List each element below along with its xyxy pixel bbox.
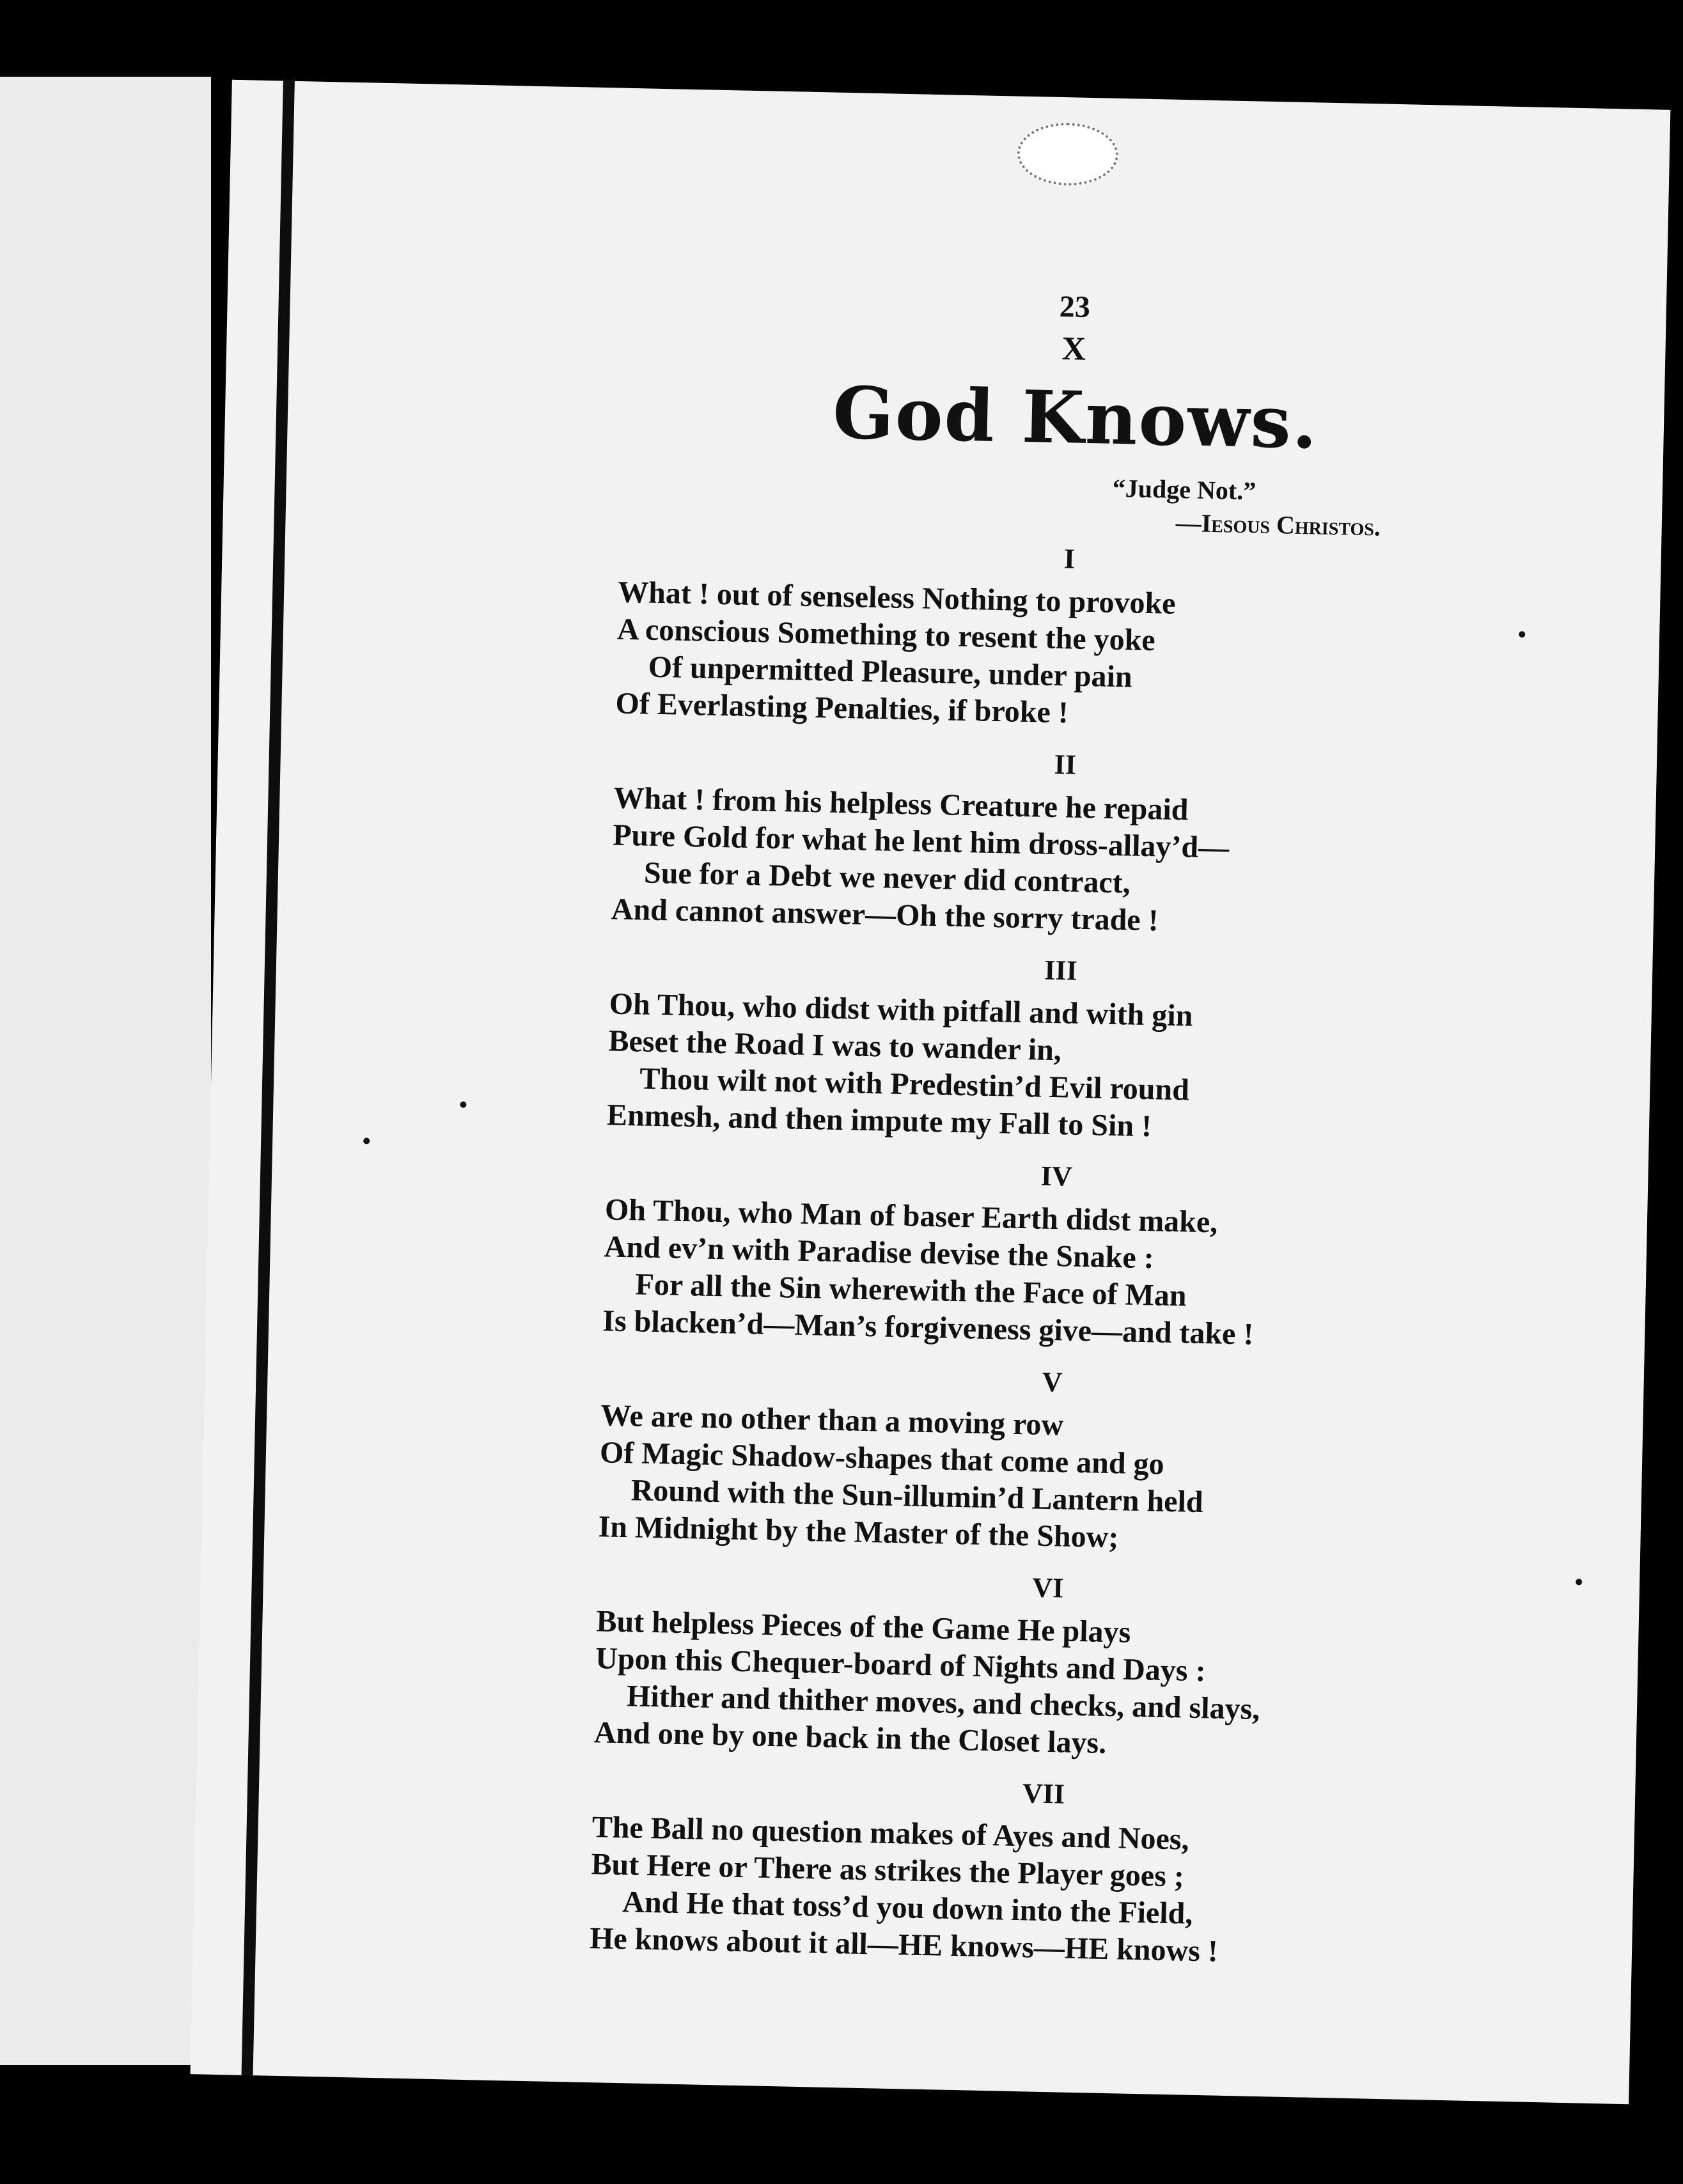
stanza <box>593 1562 1556 1771</box>
poem-line: What ! out of senseless Nothing to provoke <box>617 575 1177 621</box>
poem-line: What ! from his helpless Creature he repaid <box>613 781 1189 827</box>
poem-text-block <box>589 280 1583 1994</box>
stanza-numeral: II <box>1054 748 1077 781</box>
stanza <box>607 944 1570 1153</box>
poem-line: Upon this Chequer-board of Nights and Days : <box>595 1641 1207 1689</box>
poem-line: And ev’n with Paradise devise the Snake : <box>604 1229 1155 1275</box>
ink-speck <box>1576 1579 1582 1585</box>
poem-line: We are no other than a moving row <box>600 1398 1064 1442</box>
epigraph-author: —Iesous Christos. <box>1175 508 1381 542</box>
poem-title: God Knows. <box>832 371 1320 465</box>
poem-line: Beset the Road I was to wander in, <box>608 1024 1062 1068</box>
poem-line: A conscious Something to resent the yoke <box>616 612 1156 658</box>
poem-line: Hither and thither moves, and checks, and slays, <box>626 1679 1260 1726</box>
facing-page-edge <box>0 77 211 2065</box>
poem-line: Round with the Sun-illumin’d Lantern held <box>630 1473 1204 1520</box>
poem-line: For all the Sin wherewith the Face of Man <box>635 1267 1187 1313</box>
poem-line: And cannot answer—Oh the sorry trade ! <box>611 892 1159 938</box>
stanza <box>615 533 1578 742</box>
stanza-numeral: I <box>1063 543 1076 575</box>
poem-line: Oh Thou, who Man of baser Earth didst make, <box>604 1192 1218 1240</box>
stanza-numeral: VII <box>1022 1777 1065 1810</box>
poem-line: Of Everlasting Penalties, if broke ! <box>615 686 1069 730</box>
poem-line: Pure Gold for what he lent him dross-allay’d— <box>612 818 1230 865</box>
poem-line: And one by one back in the Closet lays. <box>593 1715 1107 1760</box>
stanza-numeral: III <box>1044 954 1078 987</box>
poem-line: The Ball no question makes of Ayes and Noes, <box>591 1810 1190 1857</box>
section-number: X <box>1061 331 1086 368</box>
epigraph-quote: “Judge Not.” <box>1112 473 1256 506</box>
stanza-numeral: IV <box>1040 1160 1073 1192</box>
stanza <box>602 1150 1565 1359</box>
poem-line: And He that toss’d you down into the Field, <box>622 1885 1193 1931</box>
poem-line: He knows about it all—HE knows—HE knows ! <box>589 1921 1219 1969</box>
poem-line: Enmesh, and then impute my Fall to Sin ! <box>606 1098 1152 1144</box>
poem-line: But helpless Pieces of the Game He plays <box>595 1604 1131 1650</box>
poem-line: Sue for a Debt we never did contract, <box>643 855 1131 900</box>
stanza <box>598 1356 1561 1565</box>
paper-stain <box>1017 122 1119 187</box>
poem-line: Oh Thou, who didst with pitfall and with gin <box>609 987 1193 1033</box>
book-page <box>191 80 1671 2104</box>
stanza-numeral: V <box>1042 1366 1063 1398</box>
stanza <box>611 739 1574 948</box>
stanza-numeral: VI <box>1031 1572 1064 1604</box>
stanza <box>590 1768 1553 1977</box>
ink-speck <box>460 1102 466 1108</box>
poem-line: Thou wilt not with Predestin’d Evil round <box>639 1061 1190 1107</box>
poem-line: Is blacken’d—Man’s forgiveness give—and take ! <box>602 1304 1254 1352</box>
poem-line: Of unpermitted Pleasure, under pain <box>648 650 1133 694</box>
binding-edge <box>242 81 295 2075</box>
page-number: 23 <box>1059 289 1091 324</box>
poem-line: Of Magic Shadow-shapes that come and go <box>599 1435 1165 1481</box>
poem-line: In Midnight by the Master of the Show; <box>598 1509 1119 1555</box>
poem-line: But Here or There as strikes the Player goes ; <box>591 1847 1185 1894</box>
ink-speck <box>363 1137 370 1144</box>
